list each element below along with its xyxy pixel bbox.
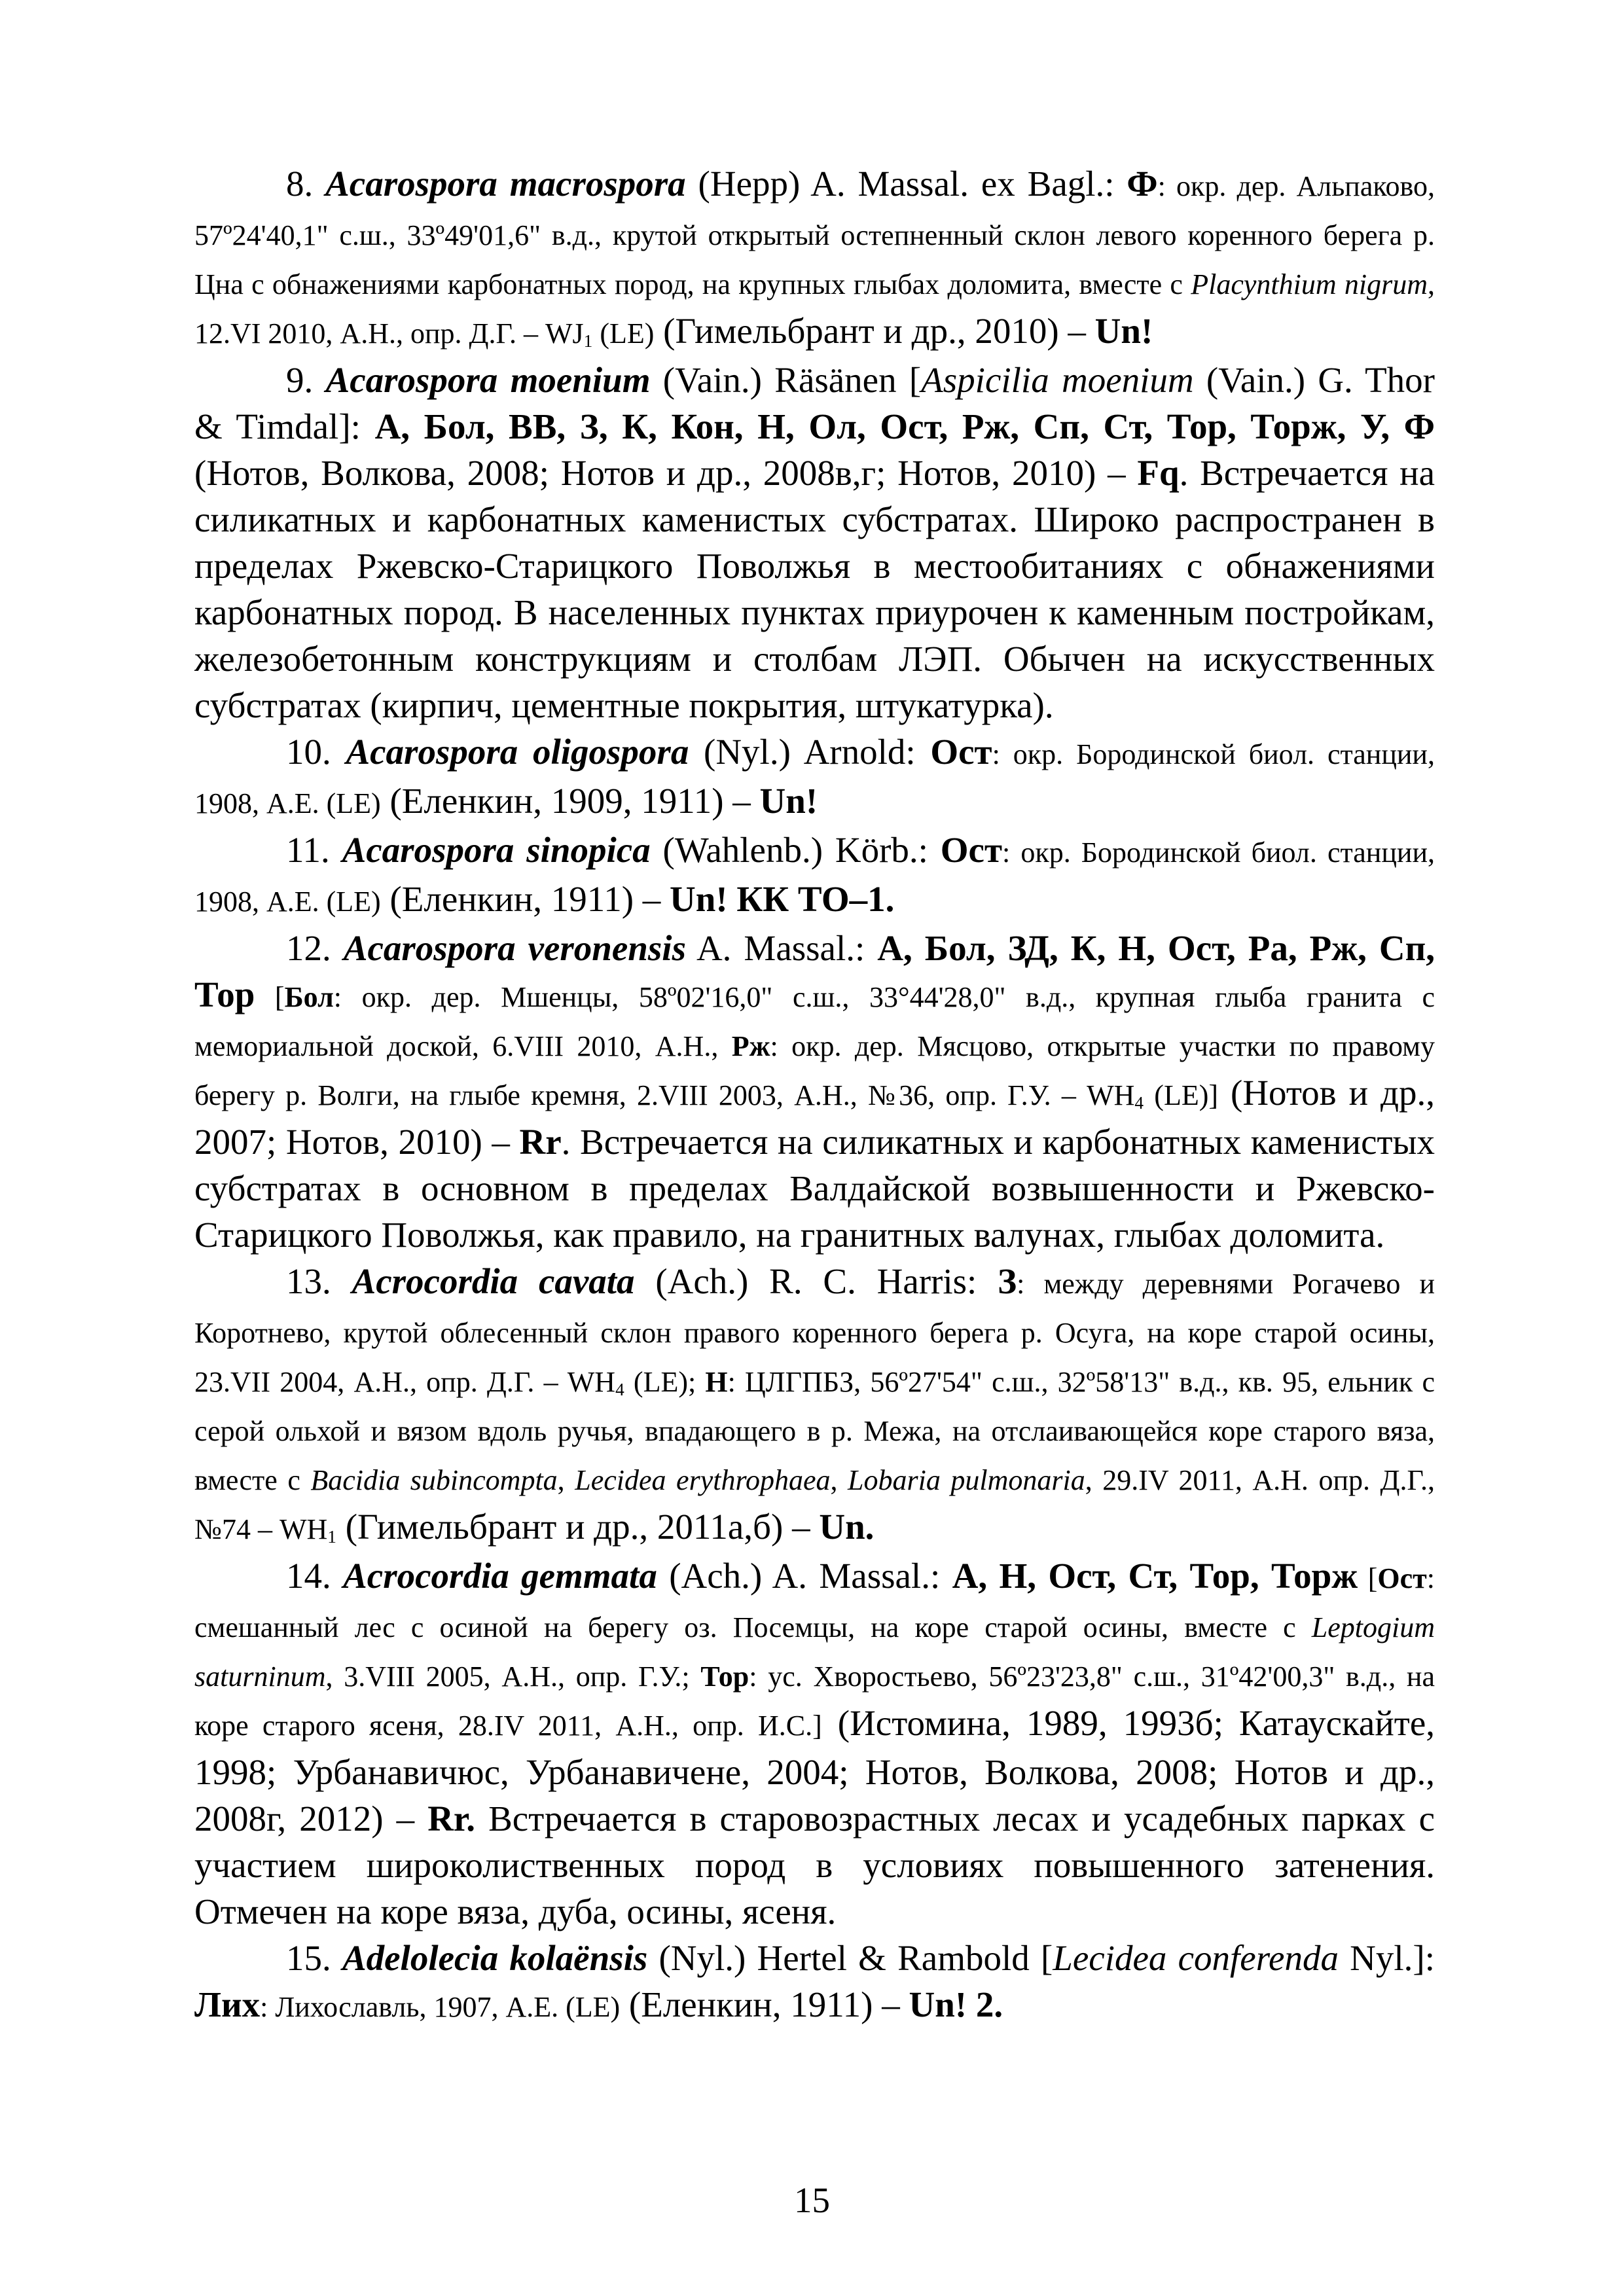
subscript: 1 — [583, 331, 593, 351]
species-author: (Vain.) Räsänen [ — [650, 360, 922, 400]
region-code: Ост — [930, 732, 992, 772]
region-code: Ф — [1127, 164, 1158, 204]
specimen-data: : окр. Бородинской биол. станции, 1908, А.Е. (LE) — [194, 836, 1435, 918]
species-author: (Nyl.) Arnold: — [689, 732, 931, 772]
specimen-data: : Лихославль, 1907, А.Е. (LE) — [260, 1991, 621, 2023]
associated-species: Placynthium nigrum — [1191, 268, 1428, 300]
species-author: (Ach.) A. Massal.: — [657, 1556, 952, 1596]
references: (Нотов, Волкова, 2008; Нотов и др., 2008в,г; Нотов, 2010) – — [194, 453, 1138, 493]
region-code: З — [998, 1261, 1017, 1301]
synonym-author: Nyl.]: — [1338, 1938, 1435, 1978]
references: (Еленкин, 1909, 1911) – — [380, 781, 760, 821]
specimen-data — [194, 1268, 1435, 1545]
references: (Гимельбрант и др., 2010) – — [654, 311, 1095, 351]
species-author: A. Massal.: — [685, 928, 878, 968]
entry-number: 15. — [286, 1938, 331, 1978]
subscript: 4 — [615, 1380, 624, 1399]
species-name: Acarospora veronensis — [343, 928, 686, 968]
ecology-text: Встречается в старовозрастных лесах и усадебных парках с участием широколиственных пород в условиях повышенного затенения. Отмечен на коре вяза, дуба, осины, ясеня. — [194, 1799, 1435, 1931]
specimen-text: , 3.VIII 2005, А.Н., опр. Г.У.; — [325, 1660, 701, 1693]
species-entry-12 — [194, 925, 1435, 1258]
ecology-text: Встречается на силикатных и карбонатных каменистых субстратах в основном в пределах Валдайской возвышенности и Ржевско-Старицкого Поволжья, как правило, на гранитных валунах, глыбах доломита. — [194, 1122, 1435, 1255]
specimen-text: (LE) — [592, 317, 655, 350]
entry-number: 14. — [286, 1556, 331, 1596]
species-entry-13 — [194, 1258, 1435, 1552]
punctuation: . — [885, 879, 895, 919]
references: (Нотов и др., 2007; Нотов, 2010) – — [194, 1073, 1435, 1162]
abundance-status: Rr — [519, 1122, 562, 1162]
specimen-text: , 12.VI 2010, А.Н., опр. Д.Г. – WJ — [194, 268, 1435, 350]
region-codes: А, Бол, ВВ, З, К, Кон, Н, Ол, Ост, Рж, Сп, Ст, Тор, Торж, У, Ф — [374, 406, 1435, 446]
entry-number: 11. — [286, 830, 330, 870]
specimen-text: : смешанный лес с осиной на берегу оз. Посемцы, на коре старой осины, вместе с — [194, 1562, 1435, 1643]
subscript: 4 — [1134, 1093, 1144, 1113]
subscript: 1 — [327, 1527, 336, 1547]
punctuation: , — [557, 1464, 575, 1496]
page-number: 15 — [794, 2180, 830, 2220]
bracket: [ — [1358, 1562, 1378, 1594]
specimen-text: : окр. дер. Альпаково, 57º24'40,1" с.ш., 33º49'01,6" в.д., крутой открытый остепненный склон левого коренного берега р. Цна с обнажениями карбонатных пород, на крупных глыбах доломита, вместе с — [194, 170, 1435, 300]
species-name: Acarospora macrospora — [325, 164, 686, 204]
specimen-text: : ЦЛГПБЗ, 56º27'54" с.ш., 32º58'13" в.д., кв. 95, ельник с серой ольхой и вязом вдоль ручья, впадающего в р. Межа, на отслаивающейся коре старого вяза, вместе с — [194, 1366, 1435, 1496]
region-code: Ост — [1377, 1562, 1427, 1594]
species-author: (Wahlenb.) Körb.: — [650, 830, 941, 870]
punctuation: . — [994, 1984, 1003, 2024]
bracket: [ — [255, 981, 285, 1013]
species-name: Adelolecia kolaënsis — [342, 1938, 648, 1978]
abundance-status: Un. — [819, 1507, 875, 1547]
species-entry-10 — [194, 728, 1435, 827]
abundance-status: Un! — [1094, 311, 1153, 351]
associated-species: Leptogium saturninum — [194, 1611, 1435, 1693]
references: (Гимельбрант и др., 2011а,б) – — [336, 1507, 820, 1547]
region-code: Тор — [700, 1660, 749, 1693]
specimen-text: : окр. дер. Мшенцы, 58º02'16,0" с.ш., 33°44'28,0" в.д., крупная глыба гранита с мемориальной доской, 6.VIII 2010, А.Н., — [194, 981, 1435, 1062]
ecology-text: Встречается на силикатных и карбонатных каменистых субстратах. Широко распространен в пределах Ржевско-Старицкого Поволжья в местообитаниях с обнажениями карбонатных пород. В населенных пунктах приурочен к каменным постройкам, железобетонным конструкциям и столбам ЛЭП. Обычен на искусственных субстратах (кирпич, цементные покрытия, штукатурка). — [194, 453, 1435, 725]
entry-number: 9. — [286, 360, 314, 400]
species-name: Acrocordia gemmata — [343, 1556, 657, 1596]
species-author: (Ach.) R. C. Harris: — [634, 1261, 998, 1301]
species-entry-11 — [194, 827, 1435, 925]
species-entry-8 — [194, 160, 1435, 357]
species-author: (Nyl.) Hertel & Rambold [ — [647, 1938, 1053, 1978]
references: (Еленкин, 1911) – — [620, 1984, 909, 2024]
specimen-text: : окр. дер. Мясцово, открытые участки по правому берегу р. Волги, на глыбе кремня, 2.VIII 2003, А.Н., №36, опр. Г.У. – WH — [194, 1030, 1435, 1111]
entry-number: 13. — [286, 1261, 331, 1301]
abundance-status: Un! 2 — [909, 1984, 994, 2024]
punctuation: . — [1179, 453, 1189, 493]
abundance-status: Un! КК ТО–1 — [670, 879, 886, 919]
species-entry-14 — [194, 1552, 1435, 1935]
associated-species: Lecidea erythrophaea — [575, 1464, 831, 1496]
species-name: Acarospora moenium — [325, 360, 651, 400]
abundance-status: Fq — [1137, 453, 1180, 493]
region-codes: А, Н, Ост, Ст, Тор, Торж — [952, 1556, 1358, 1596]
references: (Истомина, 1989, 1993б; Катаускайте, 1998; Урбанавичюс, Урбанавичене, 2004; Нотов, Волкова, 2008; Нотов и др., 2008г, 2012) – — [194, 1703, 1435, 1839]
region-code: Рж — [731, 1030, 770, 1062]
entry-number: 12. — [286, 928, 331, 968]
region-code: Лих — [194, 1984, 261, 2024]
region-codes: А, Бол, ЗД, К, Н, Ост, Ра, Рж, Сп, Тор — [194, 928, 1435, 1014]
specimen-text: : ус. Хворостьево, 56º23'23,8" с.ш., 31º42'00,3" в.д., на коре старого ясеня, 28.IV 2011, А.Н., опр. И.С.] — [194, 1660, 1435, 1742]
synonym-name: Aspicilia moenium — [921, 360, 1194, 400]
synonym-author: (Vain.) G. Thor & Timdal]: — [194, 360, 1435, 446]
document-page — [194, 160, 1435, 2030]
specimen-text: , 29.IV 2011, А.Н. опр. Д.Г., №74 – WH — [194, 1464, 1435, 1545]
species-author: (Hepp) A. Massal. ex Bagl.: — [685, 164, 1127, 204]
species-name: Acrocordia cavata — [352, 1261, 635, 1301]
specimen-text: (LE)] — [1144, 1079, 1219, 1111]
region-code: Ост — [940, 830, 1002, 870]
abundance-status: Un! — [759, 781, 818, 821]
entry-number: 8. — [286, 164, 314, 204]
abundance-status: Rr. — [427, 1799, 476, 1839]
specimen-text: : между деревнями Рогачево и Коротнево, крутой облесенный склон правого коренного берега р. Осуга, на коре старой осины, 23.VII 2004, А.Н., опр. Д.Г. – WH — [194, 1268, 1435, 1398]
associated-species: Lobaria pulmonaria — [848, 1464, 1085, 1496]
entry-number: 10. — [286, 732, 331, 772]
species-name: Acarospora oligospora — [346, 732, 689, 772]
region-code: Бол — [284, 981, 334, 1013]
species-entry-15 — [194, 1935, 1435, 2030]
punctuation: , — [830, 1464, 848, 1496]
specimen-text: (LE); — [624, 1366, 706, 1398]
associated-species: Bacidia subincompta — [310, 1464, 558, 1496]
specimen-data: : окр. Бородинской биол. станции, 1908, А.Е. (LE) — [194, 738, 1435, 819]
references: (Еленкин, 1911) – — [380, 879, 670, 919]
species-entry-9 — [194, 357, 1435, 728]
punctuation: . — [561, 1122, 571, 1162]
synonym-name: Lecidea conferenda — [1053, 1938, 1339, 1978]
region-code: Н — [705, 1366, 728, 1398]
species-name: Acarospora sinopica — [342, 830, 651, 870]
